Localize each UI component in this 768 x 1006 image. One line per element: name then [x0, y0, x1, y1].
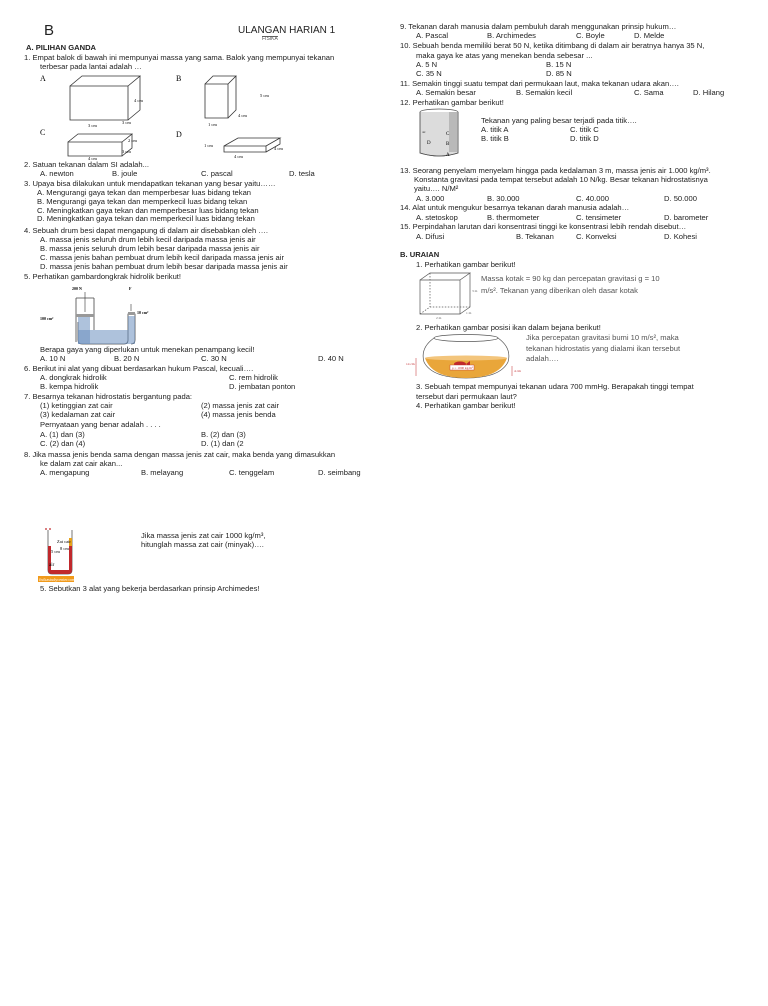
q11-option-d[interactable]: D. Hilang [693, 88, 725, 97]
q10-stem: 10. Sebuah benda memiliki berat 50 N, ketika ditimbang di dalam air beratnya hanya 35 N, [400, 41, 705, 50]
q13-option-b[interactable]: B. 30.000 [487, 194, 520, 203]
q10-option-d[interactable]: D. 85 N [546, 69, 572, 78]
essay-2-stem: 2. Perhatikan gambar posisi ikan dalam bejana berikut! [416, 323, 601, 332]
q15-option-a[interactable]: A. Difusi [416, 232, 445, 241]
q3-stem: 3. Upaya bisa dilakukan untuk mendapatkan tekanan yang besar yaitu…… [24, 179, 276, 188]
q8-option-d[interactable]: D. seimbang [318, 468, 361, 477]
q1-stem: 1. Empat balok di bawah ini mempunyai massa yang sama. Balok yang mempunyai tekanan [24, 53, 335, 62]
q12-question: Tekanan yang paling besar terjadi pada titik…. [481, 116, 637, 125]
q9-option-c[interactable]: C. Boyle [576, 31, 605, 40]
q4-stem: 4. Sebuah drum besi dapat mengapung di dalam air disebabkan oleh …. [24, 226, 269, 235]
q5-question: Berapa gaya yang diperlukan untuk menekan penampang kecil! [40, 345, 255, 354]
q13-option-a[interactable]: A. 3.000 [416, 194, 445, 203]
jack-area-large: 100 cm² [40, 316, 54, 321]
q13-stem: 13. Seorang penyelam menyelam hingga pada kedalaman 3 m, massa jenis air 1.000 kg/m³. [400, 166, 711, 175]
q6-stem: 6. Berikut ini alat yang dibuat berdasarkan hukum Pascal, kecuali…. [24, 364, 254, 373]
svg-text:3 cm: 3 cm [122, 149, 131, 154]
q8-stem: 8. Jika massa jenis benda sama dengan massa jenis zat cair, maka benda yang dimasukkan [24, 450, 336, 459]
q4-option-b[interactable]: B. massa jenis seluruh drum lebih besar daripada massa jenis air [40, 244, 260, 253]
q14-option-b[interactable]: B. thermometer [487, 213, 540, 222]
q10-stem-cont: maka gaya ke atas yang menekan benda sebesar ... [416, 51, 593, 60]
q6-option-a[interactable]: A. dongkrak hidrolik [40, 373, 107, 382]
q12-stem: 12. Perhatikan gambar berikut! [400, 98, 504, 107]
essay-1-text-2: m/s². Tekanan yang diberikan oleh dasar kotak [481, 286, 638, 295]
utube-text-2: hitunglah massa zat cair (minyak)…. [141, 540, 264, 549]
q8-option-c[interactable]: C. tenggelam [229, 468, 275, 477]
q6-option-d[interactable]: D. jembatan ponton [229, 382, 296, 391]
q4-option-c[interactable]: C. massa jenis bahan pembuat drum lebih kecil daripada massa jenis air [40, 253, 284, 262]
svg-text:4 cm: 4 cm [88, 156, 97, 161]
q9-option-b[interactable]: B. Archimedes [487, 31, 536, 40]
svg-text:1 cm: 1 cm [204, 143, 213, 148]
fishbowl-figure [404, 332, 524, 382]
q5-option-b[interactable]: B. 20 N [114, 354, 140, 363]
box-figure [416, 270, 478, 320]
q7-option-b[interactable]: B. (2) dan (3) [201, 430, 246, 439]
q8-option-b[interactable]: B. melayang [141, 468, 184, 477]
container-points-figure [416, 107, 462, 159]
point-d-label: D [427, 141, 431, 146]
q2-stem: 2. Satuan tekanan dalam SI adalah... [24, 160, 149, 169]
section-b-title: B. URAIAN [400, 250, 440, 259]
q5-option-d[interactable]: D. 40 N [318, 354, 344, 363]
q4-option-d[interactable]: D. massa jenis bahan pembuat drum lebih besar daripada massa jenis air [40, 262, 288, 271]
svg-text:4 cm: 4 cm [238, 113, 247, 118]
q15-option-c[interactable]: C. Konveksi [576, 232, 617, 241]
q7-stem: 7. Besarnya tekanan hidrostatis bergantung pada: [24, 392, 193, 401]
point-a-label: A [446, 153, 450, 158]
q7-option-c[interactable]: C. (2) dan (4) [40, 439, 86, 448]
q9-option-a[interactable]: A. Pascal [416, 31, 449, 40]
svg-text:4 cm: 4 cm [274, 146, 283, 151]
q7-statement-3: (3) kedalaman zat cair [40, 410, 116, 419]
q10-option-c[interactable]: C. 35 N [416, 69, 442, 78]
q7-option-d[interactable]: D. (1) dan (2 [201, 439, 244, 448]
q4-option-a[interactable]: A. massa jenis seluruh drum lebih kecil daripada massa jenis air [40, 235, 256, 244]
q12-option-b[interactable]: B. titik B [481, 134, 509, 143]
essay-2-text-3: adalah…. [526, 354, 559, 363]
section-a-title: A. PILIHAN GANDA [26, 43, 97, 52]
q5-stem: 5. Perhatikan gambardongkrak hidrolik berikut! [24, 272, 182, 281]
q11-option-b[interactable]: B. Semakin kecil [516, 88, 573, 97]
q5-option-c[interactable]: C. 30 N [201, 354, 227, 363]
q7-statement-2: (2) massa jenis zat cair [201, 401, 280, 410]
utube-brand-label: fisikastudycenter.com [39, 577, 76, 582]
q1-blocks-figure [30, 72, 330, 162]
q7-prompt: Pernyataan yang benar adalah . . . . [40, 420, 161, 429]
svg-text:4 cm: 4 cm [134, 98, 143, 103]
q13-stem-cont: Konstanta gravitasi pada tempat tersebut adalah 10 N/kg. Besar tekanan hidrostatisnya [414, 175, 708, 184]
q15-option-b[interactable]: B. Tekanan [516, 232, 554, 241]
q7-option-a[interactable]: A. (1) dan (3) [40, 430, 85, 439]
utube-oil-label: Zat cair [57, 539, 71, 544]
q14-stem: 14. Alat untuk mengukur besarnya tekanan darah manusia adalah… [400, 203, 630, 212]
q12-option-d[interactable]: D. titik D [570, 134, 599, 143]
q2-option-d[interactable]: D. tesla [289, 169, 315, 178]
q8-stem-cont: ke dalam zat cair akan... [40, 459, 123, 468]
q11-option-c[interactable]: C. Sama [634, 88, 664, 97]
jack-force-large: 200 N [72, 286, 82, 291]
essay-2-text-1: Jika percepatan gravitasi bumi 10 m/s², maka [526, 333, 679, 342]
version-label: B [44, 22, 55, 39]
essay-2-text-2: tekanan hidrostatis yang dialami ikan tersebut [526, 344, 681, 353]
u-tube-figure [38, 524, 108, 584]
q14-option-a[interactable]: A. stetoskop [416, 213, 458, 222]
essay-1-stem: 1. Perhatikan gambar berikut! [416, 260, 516, 269]
svg-text:5 cm: 5 cm [51, 549, 60, 554]
q1-label-d: D [176, 130, 182, 139]
svg-text:1 m: 1 m [466, 311, 472, 315]
q9-option-d[interactable]: D. Melde [634, 31, 665, 40]
essay-1-text-1: Massa kotak = 90 kg dan percepatan gravitasi g = 10 [481, 274, 660, 283]
essay-5: 5. Sebutkan 3 alat yang bekerja berdasarkan prinsip Archimedes! [40, 584, 260, 593]
q6-option-b[interactable]: B. kempa hidrolik [40, 382, 99, 391]
svg-text:3 m: 3 m [472, 289, 478, 293]
q2-option-c[interactable]: C. pascal [201, 169, 233, 178]
q15-stem: 15. Perpindahan larutan dari konsentrasi tinggi ke konsentrasi lebih rendah disebut… [400, 222, 687, 231]
q3-option-a[interactable]: A. Mengurangi gaya tekan dan memperbesar luas bidang tekan [37, 188, 252, 197]
svg-text:1 cm: 1 cm [208, 122, 217, 127]
q15-option-d[interactable]: D. Kohesi [664, 232, 697, 241]
q7-statement-1: (1) ketinggian zat cair [40, 401, 113, 410]
svg-text:air: air [422, 130, 426, 134]
jack-force-small: F [129, 286, 132, 291]
q6-option-c[interactable]: C. rem hidrolik [229, 373, 278, 382]
svg-text:5 cm: 5 cm [260, 93, 269, 98]
q8-option-a[interactable]: A. mengapung [40, 468, 90, 477]
q11-option-a[interactable]: A. Semakin besar [416, 88, 476, 97]
point-c-label: C [446, 132, 450, 137]
svg-text:3 cm: 3 cm [122, 120, 131, 125]
bowl-depth-label: 14 cm [406, 362, 415, 366]
q13-option-c[interactable]: C. 40.000 [576, 194, 609, 203]
page-title: ULANGAN HARIAN 1 [238, 25, 336, 36]
essay-3-text-1: 3. Sebuah tempat mempunyai tekanan udara 700 mmHg. Berapakah tinggi tempat [416, 382, 694, 391]
svg-text:4 cm: 4 cm [234, 154, 243, 159]
q1-label-c: C [40, 128, 46, 137]
svg-text:2 cm: 2 cm [128, 138, 137, 143]
q14-option-c[interactable]: C. tensimeter [576, 213, 622, 222]
q13-option-d[interactable]: D. 50.000 [664, 194, 697, 203]
point-b-label: B [446, 142, 450, 147]
q1-label-a: A [40, 74, 46, 83]
bowl-density-label: ρ = 1000 kg/m³ [452, 366, 473, 370]
q3-option-d[interactable]: D. Meningkatkan gaya tekan dan memperkecil luas bidang tekan [37, 214, 255, 223]
svg-text:8 cm: 8 cm [60, 546, 69, 551]
q12-option-c[interactable]: C. titik C [570, 125, 599, 134]
q7-statement-4: (4) massa jenis benda [201, 410, 276, 419]
q3-option-b[interactable]: B. Mengurangi gaya tekan dan memperkecil luas bidang tekan [37, 197, 248, 206]
q1-label-b: B [176, 74, 182, 83]
page-subtitle: FISIKA [262, 36, 278, 42]
svg-text:3 cm: 3 cm [88, 123, 97, 128]
q14-option-d[interactable]: D. barometer [664, 213, 709, 222]
q9-stem: 9. Tekanan darah manusia dalam pembuluh darah menggunakan prinsip hukum… [400, 22, 677, 31]
q13-stem-cont2: yaitu…. N/M² [414, 184, 459, 193]
q1-stem-cont: terbesar pada lantai adalah … [40, 62, 142, 71]
q2-option-a[interactable]: A. newton [40, 169, 74, 178]
q2-option-b[interactable]: B. joule [112, 169, 138, 178]
utube-text-1: Jika massa jenis zat cair 1000 kg/m³, [141, 531, 266, 540]
svg-text:2 m: 2 m [436, 316, 442, 320]
hydraulic-jack-figure [38, 282, 168, 346]
jack-area-small: 10 cm² [137, 310, 149, 315]
q5-option-a[interactable]: A. 10 N [40, 354, 66, 363]
q10-option-b[interactable]: B. 15 N [546, 60, 572, 69]
q3-option-c[interactable]: C. Meningkatkan gaya tekan dan memperbesar luas bidang tekan [37, 206, 259, 215]
utube-water-label: air [49, 563, 55, 568]
bowl-height-label: 4 cm [514, 369, 521, 373]
q10-option-a[interactable]: A. 5 N [416, 60, 438, 69]
essay-3-text-2: tersebut dari permukaan laut? [416, 392, 517, 401]
essay-4-text: 4. Perhatikan gambar berikut! [416, 401, 516, 410]
q12-option-a[interactable]: A. titik A [481, 125, 509, 134]
q11-stem: 11. Semakin tinggi suatu tempat dari permukaan laut, maka tekanan udara akan…. [400, 79, 679, 88]
